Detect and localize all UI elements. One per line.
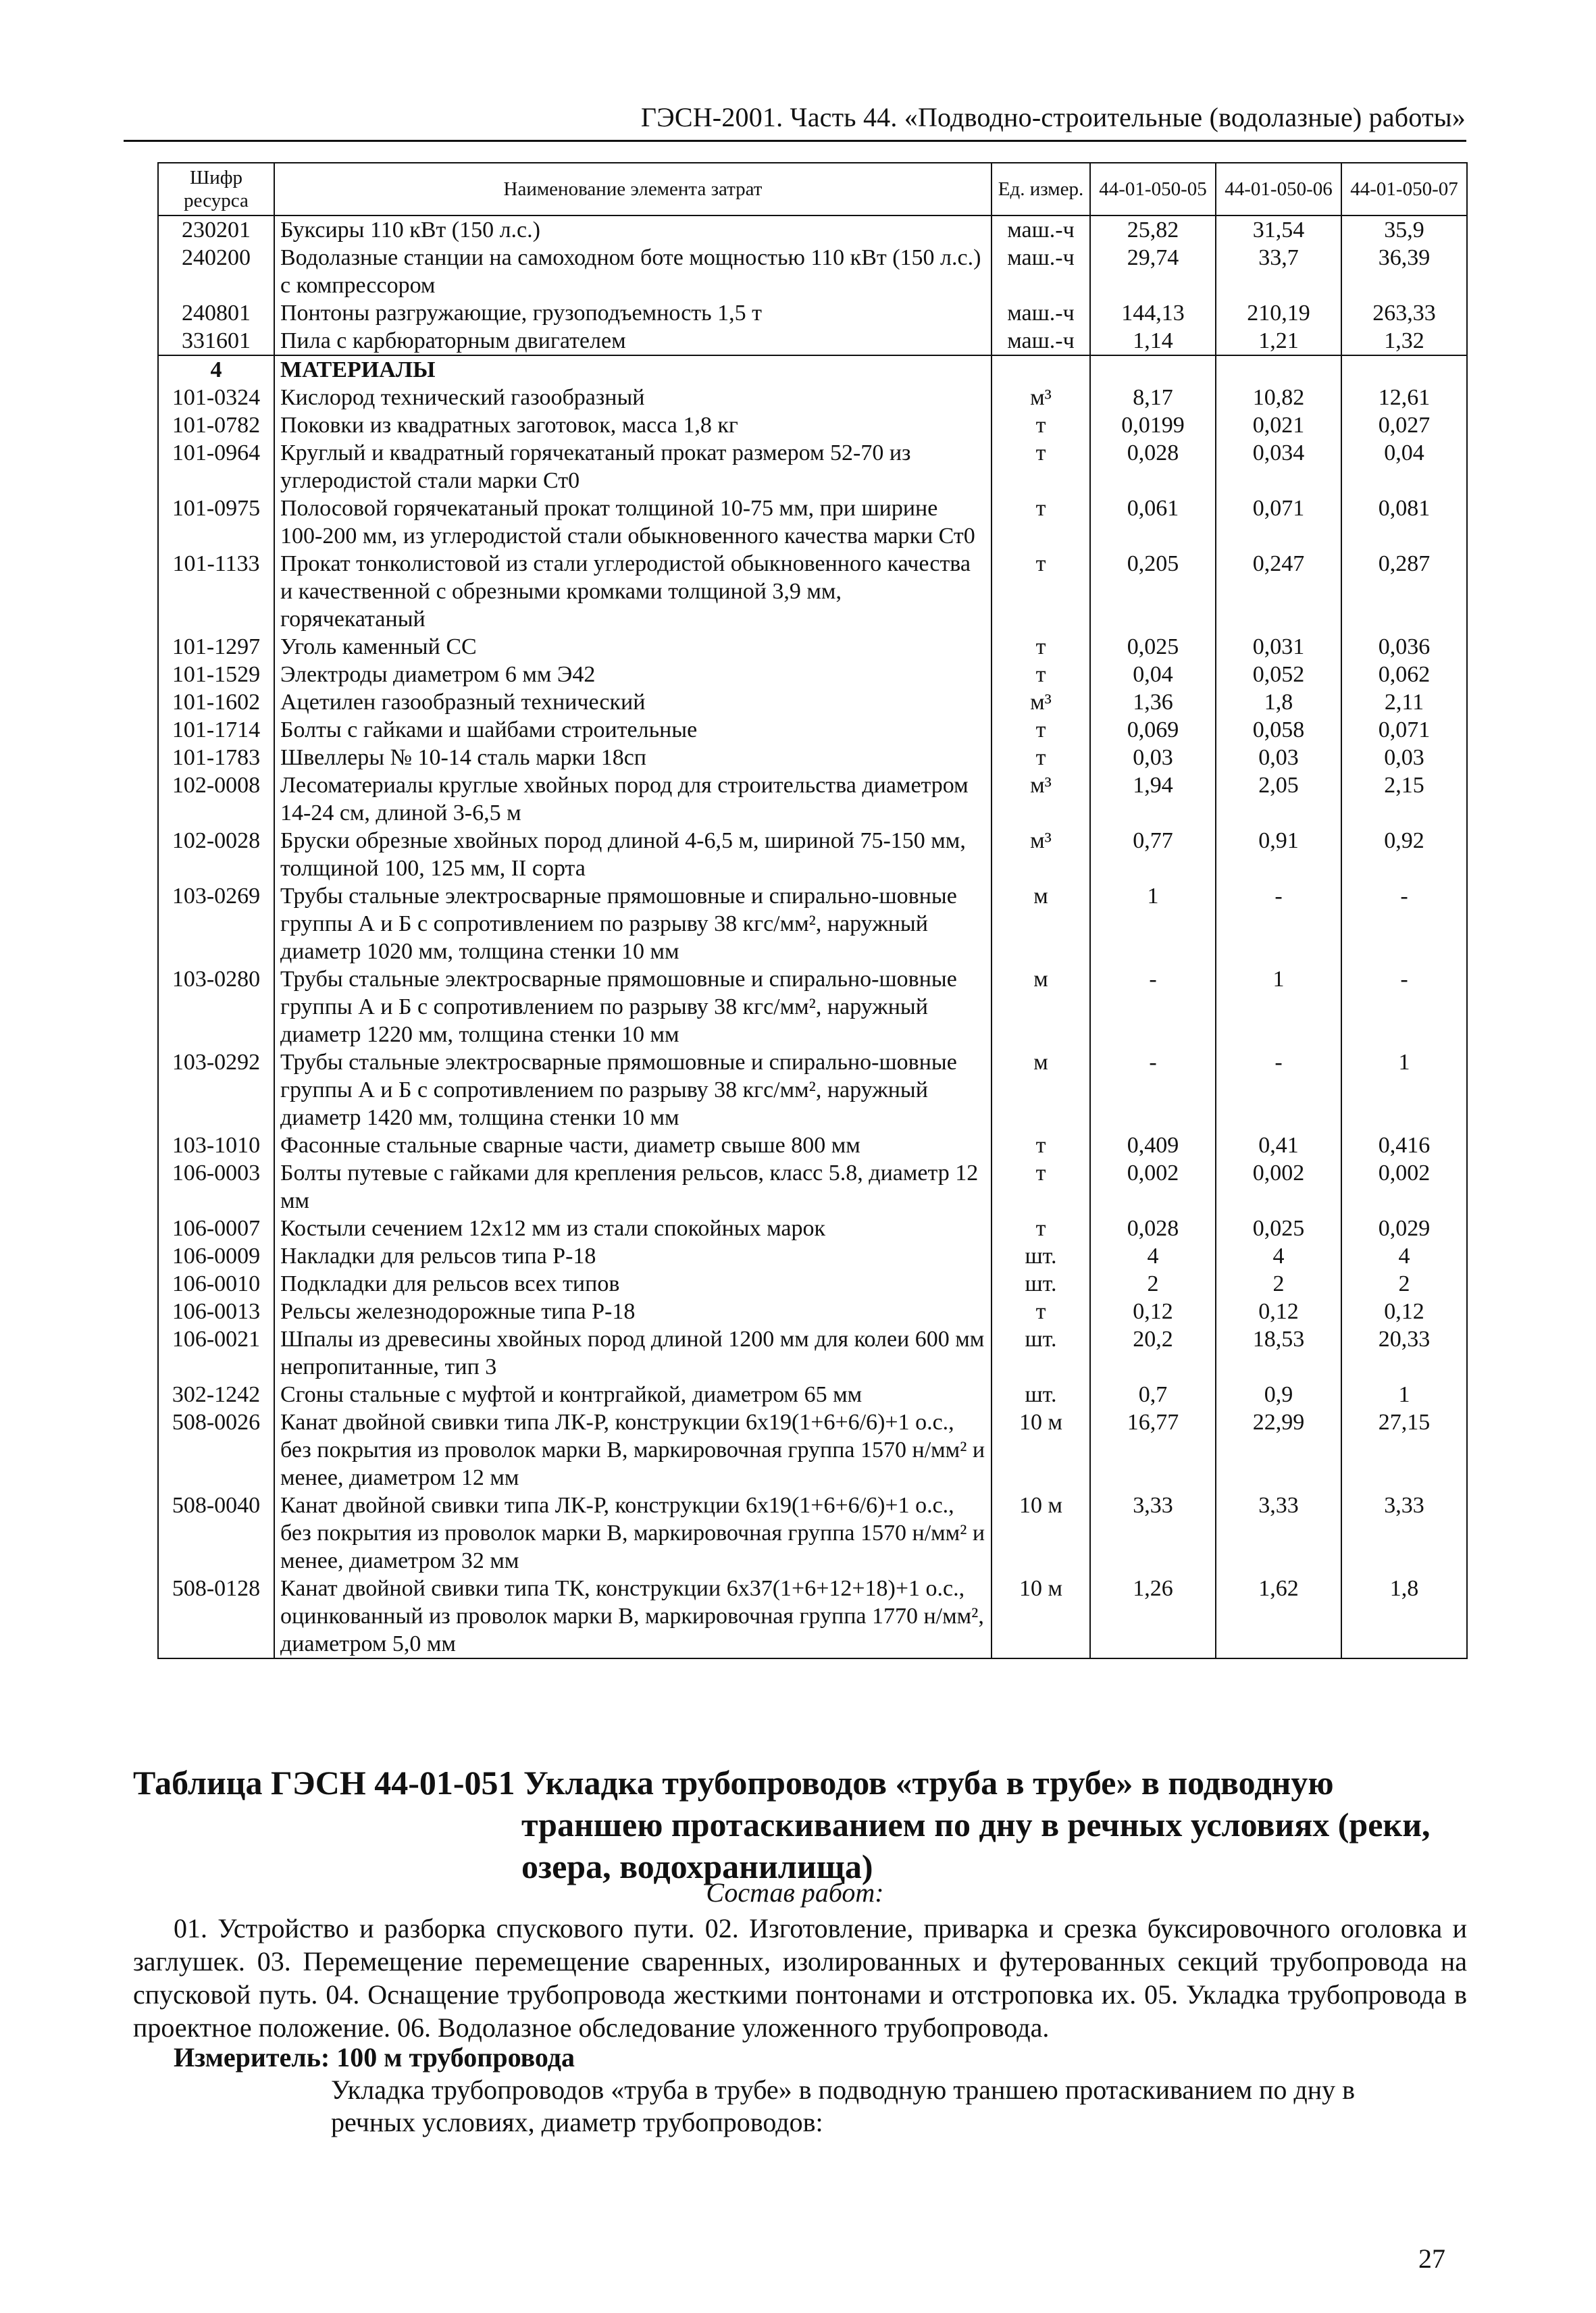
cell-v3: 2,15 bbox=[1341, 771, 1467, 827]
cell-name: Канат двойной свивки типа ЛК-Р, конструкции 6х19(1+6+6/6)+1 о.с., без покрытия из проволок марки В, маркировочная группа 1570 н/мм² и менее, диаметром 32 мм bbox=[274, 1492, 992, 1575]
cell-v2: 0,031 bbox=[1216, 633, 1341, 661]
cell-v1: 2 bbox=[1090, 1270, 1216, 1298]
cell-code: 103-1010 bbox=[158, 1132, 274, 1159]
cell-name: Уголь каменный СС bbox=[274, 633, 992, 661]
cell-v2: 0,025 bbox=[1216, 1215, 1341, 1242]
table-row bbox=[158, 494, 1467, 550]
cell-code: 508-0040 bbox=[158, 1492, 274, 1575]
cell-v3: 1 bbox=[1341, 1048, 1467, 1132]
cell-code: 101-1783 bbox=[158, 744, 274, 771]
column-header-name: Наименование элемента затрат bbox=[274, 163, 992, 215]
cell-code: 106-0010 bbox=[158, 1270, 274, 1298]
table-row bbox=[158, 1132, 1467, 1159]
cell-v1: 25,82 bbox=[1090, 215, 1216, 244]
table-row bbox=[158, 1159, 1467, 1215]
cell-name: Канат двойной свивки типа ЛК-Р, конструкции 6х19(1+6+6/6)+1 о.с., без покрытия из проволок марки В, маркировочная группа 1570 н/мм² и менее, диаметром 12 мм bbox=[274, 1408, 992, 1492]
table-row bbox=[158, 411, 1467, 439]
cell-unit: 10 м bbox=[992, 1492, 1090, 1575]
cell-v3: 0,03 bbox=[1341, 744, 1467, 771]
cell-v1: 1,36 bbox=[1090, 688, 1216, 716]
cell-name: Фасонные стальные сварные части, диаметр свыше 800 мм bbox=[274, 1132, 992, 1159]
table-row bbox=[158, 1270, 1467, 1298]
cell-v1: 0,028 bbox=[1090, 1215, 1216, 1242]
cell-v2: 4 bbox=[1216, 1242, 1341, 1270]
cell-name: Трубы стальные электросварные прямошовные и спирально-шовные группы А и Б с сопротивлением по разрыву 38 кгс/мм², наружный диаметр 1220 мм, толщина стенки 10 мм bbox=[274, 965, 992, 1048]
cell-name: Водолазные станции на самоходном боте мощностью 110 кВт (150 л.с.) с компрессором bbox=[274, 244, 992, 299]
cell-v3: 3,33 bbox=[1341, 1492, 1467, 1575]
table-description: Укладка трубопроводов «труба в трубе» в подводную траншею протаскиванием по дну в речных условиях, диаметр трубопроводов: bbox=[331, 2075, 1356, 2137]
cell-code: 508-0026 bbox=[158, 1408, 274, 1492]
cell-unit: м bbox=[992, 1048, 1090, 1132]
cell-name: Болты путевые с гайками для крепления рельсов, класс 5.8, диаметр 12 мм bbox=[274, 1159, 992, 1215]
cell-v2: 2 bbox=[1216, 1270, 1341, 1298]
cell-v3: 0,002 bbox=[1341, 1159, 1467, 1215]
cell-v1: 0,7 bbox=[1090, 1381, 1216, 1408]
cell-unit: м³ bbox=[992, 827, 1090, 882]
cell-name: Накладки для рельсов типа Р-18 bbox=[274, 1242, 992, 1270]
cell-v3: 1,32 bbox=[1341, 327, 1467, 355]
cell-v1: 0,002 bbox=[1090, 1159, 1216, 1215]
cell-name: Круглый и квадратный горячекатаный прокат размером 52-70 из углеродистой стали марки Ст0 bbox=[274, 439, 992, 494]
cell-v1: 20,2 bbox=[1090, 1325, 1216, 1381]
cell-v1: 0,061 bbox=[1090, 494, 1216, 550]
cell-name: Понтоны разгружающие, грузоподъемность 1,5 т bbox=[274, 299, 992, 327]
cell-code: 101-1297 bbox=[158, 633, 274, 661]
table-row bbox=[158, 1325, 1467, 1381]
cell-v2: 10,82 bbox=[1216, 384, 1341, 411]
cell-name: Канат двойной свивки типа ТК, конструкции 6х37(1+6+12+18)+1 о.с., оцинкованный из проволок марки В, маркировочная группа 1770 н/мм², диаметром 5,0 мм bbox=[274, 1575, 992, 1658]
table-title-line-1: Таблица ГЭСН 44-01-051 Укладка трубопроводов «труба в трубе» в подводную bbox=[133, 1764, 1334, 1802]
table-row bbox=[158, 1048, 1467, 1132]
cell-unit: т bbox=[992, 633, 1090, 661]
cell-v2: 0,247 bbox=[1216, 550, 1341, 633]
cell-v2: 22,99 bbox=[1216, 1408, 1341, 1492]
cell-v2: 210,19 bbox=[1216, 299, 1341, 327]
cell-unit: м³ bbox=[992, 384, 1090, 411]
cell-v2: 0,03 bbox=[1216, 744, 1341, 771]
cell-v2: 0,052 bbox=[1216, 661, 1341, 688]
cell-v1: 0,12 bbox=[1090, 1298, 1216, 1325]
cell-unit: т bbox=[992, 494, 1090, 550]
cell-v2: 1,8 bbox=[1216, 688, 1341, 716]
table-row bbox=[158, 215, 1467, 244]
cell-code: 240801 bbox=[158, 299, 274, 327]
cell-name: Прокат тонколистовой из стали углеродистой обыкновенного качества и качественной с обрезными кромками толщиной 3,9 мм, горячекатаный bbox=[274, 550, 992, 633]
cell-code: 101-0975 bbox=[158, 494, 274, 550]
cell-v2: - bbox=[1216, 1048, 1341, 1132]
cell-name: Шпалы из древесины хвойных пород длиной 1200 мм для колеи 600 мм непропитанные, тип 3 bbox=[274, 1325, 992, 1381]
cell-unit: м bbox=[992, 965, 1090, 1048]
cell-name: Кислород технический газообразный bbox=[274, 384, 992, 411]
cell-unit: м bbox=[992, 882, 1090, 965]
cell-v1: 1,26 bbox=[1090, 1575, 1216, 1658]
cell-v1: 0,0199 bbox=[1090, 411, 1216, 439]
cell-v1: 0,04 bbox=[1090, 661, 1216, 688]
cell-v3: 263,33 bbox=[1341, 299, 1467, 327]
table-title bbox=[133, 1762, 1467, 1887]
cell-code: 106-0013 bbox=[158, 1298, 274, 1325]
cell-name: Трубы стальные электросварные прямошовные и спирально-шовные группы А и Б с сопротивлением по разрыву 38 кгс/мм², наружный диаметр 1420 мм, толщина стенки 10 мм bbox=[274, 1048, 992, 1132]
cell-v1 bbox=[1090, 355, 1216, 384]
table-row bbox=[158, 661, 1467, 688]
cell-v3: 4 bbox=[1341, 1242, 1467, 1270]
cell-unit: т bbox=[992, 1298, 1090, 1325]
table-row bbox=[158, 771, 1467, 827]
table-row bbox=[158, 1575, 1467, 1658]
table-row bbox=[158, 716, 1467, 744]
cell-name: Электроды диаметром 6 мм Э42 bbox=[274, 661, 992, 688]
cell-v2: 0,058 bbox=[1216, 716, 1341, 744]
cell-code: 106-0003 bbox=[158, 1159, 274, 1215]
cell-v3: - bbox=[1341, 882, 1467, 965]
column-header-050-05: 44-01-050-05 bbox=[1090, 163, 1216, 215]
cell-name: Рельсы железнодорожные типа Р-18 bbox=[274, 1298, 992, 1325]
cell-v2: 33,7 bbox=[1216, 244, 1341, 299]
cell-code: 4 bbox=[158, 355, 274, 384]
cell-code: 103-0292 bbox=[158, 1048, 274, 1132]
cell-v3: 0,071 bbox=[1341, 716, 1467, 744]
cell-unit: м³ bbox=[992, 771, 1090, 827]
cell-unit: т bbox=[992, 411, 1090, 439]
cell-v2: 0,034 bbox=[1216, 439, 1341, 494]
cell-unit: т bbox=[992, 550, 1090, 633]
cell-unit: т bbox=[992, 1159, 1090, 1215]
cell-v2: 1,21 bbox=[1216, 327, 1341, 355]
table-row bbox=[158, 633, 1467, 661]
cell-v3: 36,39 bbox=[1341, 244, 1467, 299]
cell-code: 101-0964 bbox=[158, 439, 274, 494]
table-title-line-2: траншею протаскиванием по дну в речных условиях (реки, озера, водохранилища) bbox=[521, 1806, 1431, 1885]
cell-code: 101-0782 bbox=[158, 411, 274, 439]
cell-v3: 0,027 bbox=[1341, 411, 1467, 439]
cell-unit bbox=[992, 355, 1090, 384]
column-header-unit: Ед. измер. bbox=[992, 163, 1090, 215]
table-row bbox=[158, 1381, 1467, 1408]
cell-code: 101-0324 bbox=[158, 384, 274, 411]
cell-v3: 2,11 bbox=[1341, 688, 1467, 716]
cell-v3: 35,9 bbox=[1341, 215, 1467, 244]
table-row bbox=[158, 827, 1467, 882]
cell-v1: 1 bbox=[1090, 882, 1216, 965]
cell-v3: 12,61 bbox=[1341, 384, 1467, 411]
cell-name: Лесоматериалы круглые хвойных пород для строительства диаметром 14-24 см, длиной 3-6,5 м bbox=[274, 771, 992, 827]
table-row bbox=[158, 1242, 1467, 1270]
cell-v3: 1 bbox=[1341, 1381, 1467, 1408]
cell-unit: 10 м bbox=[992, 1575, 1090, 1658]
cell-code: 103-0269 bbox=[158, 882, 274, 965]
composition-heading: Состав работ: bbox=[706, 1877, 884, 1908]
cell-v3: 0,029 bbox=[1341, 1215, 1467, 1242]
cell-code: 331601 bbox=[158, 327, 274, 355]
cell-code: 508-0128 bbox=[158, 1575, 274, 1658]
cell-v3: 0,081 bbox=[1341, 494, 1467, 550]
cell-code: 103-0280 bbox=[158, 965, 274, 1048]
cell-v1: 16,77 bbox=[1090, 1408, 1216, 1492]
cell-unit: т bbox=[992, 716, 1090, 744]
measure-unit: Измеритель: 100 м трубопровода bbox=[174, 2042, 575, 2073]
cell-v1: 0,409 bbox=[1090, 1132, 1216, 1159]
cell-name: Швеллеры № 10-14 сталь марки 18сп bbox=[274, 744, 992, 771]
table-row bbox=[158, 882, 1467, 965]
cell-v3: 27,15 bbox=[1341, 1408, 1467, 1492]
table-row bbox=[158, 550, 1467, 633]
cell-v2: 0,071 bbox=[1216, 494, 1341, 550]
running-header: ГЭСН-2001. Часть 44. «Подводно-строительные (водолазные) работы» bbox=[640, 102, 1466, 132]
cell-code: 106-0009 bbox=[158, 1242, 274, 1270]
table-row bbox=[158, 244, 1467, 299]
cell-unit: маш.-ч bbox=[992, 244, 1090, 299]
cell-name: Поковки из квадратных заготовок, масса 1,8 кг bbox=[274, 411, 992, 439]
cell-name: Болты с гайками и шайбами строительные bbox=[274, 716, 992, 744]
table-row bbox=[158, 1492, 1467, 1575]
cell-v1: 3,33 bbox=[1090, 1492, 1216, 1575]
table-row bbox=[158, 439, 1467, 494]
cell-unit: т bbox=[992, 661, 1090, 688]
cell-v3: 1,8 bbox=[1341, 1575, 1467, 1658]
cell-v2: 1 bbox=[1216, 965, 1341, 1048]
cell-v1: 0,77 bbox=[1090, 827, 1216, 882]
cell-v1: 29,74 bbox=[1090, 244, 1216, 299]
cell-v1: 1,14 bbox=[1090, 327, 1216, 355]
cell-name: Сгоны стальные с муфтой и контргайкой, диаметром 65 мм bbox=[274, 1381, 992, 1408]
column-header-050-06: 44-01-050-06 bbox=[1216, 163, 1341, 215]
cell-v1: 8,17 bbox=[1090, 384, 1216, 411]
cell-unit: маш.-ч bbox=[992, 215, 1090, 244]
cell-code: 230201 bbox=[158, 215, 274, 244]
table-body bbox=[158, 215, 1467, 1658]
cell-v3 bbox=[1341, 355, 1467, 384]
table-row bbox=[158, 965, 1467, 1048]
cell-unit: шт. bbox=[992, 1270, 1090, 1298]
cell-name: Костыли сечением 12х12 мм из стали спокойных марок bbox=[274, 1215, 992, 1242]
cell-unit: шт. bbox=[992, 1242, 1090, 1270]
page-number: 27 bbox=[1418, 2243, 1445, 2274]
cell-code: 101-1602 bbox=[158, 688, 274, 716]
cell-unit: маш.-ч bbox=[992, 327, 1090, 355]
cell-unit: т bbox=[992, 744, 1090, 771]
cell-code: 106-0007 bbox=[158, 1215, 274, 1242]
cell-v1: 0,028 bbox=[1090, 439, 1216, 494]
cell-v1: 144,13 bbox=[1090, 299, 1216, 327]
column-header-code: Шифр ресурса bbox=[158, 163, 274, 215]
cell-code: 240200 bbox=[158, 244, 274, 299]
cell-v2: - bbox=[1216, 882, 1341, 965]
cell-v2: 0,41 bbox=[1216, 1132, 1341, 1159]
cell-code: 101-1529 bbox=[158, 661, 274, 688]
cell-v1: - bbox=[1090, 965, 1216, 1048]
cell-name: Ацетилен газообразный технический bbox=[274, 688, 992, 716]
cell-v2: 1,62 bbox=[1216, 1575, 1341, 1658]
cell-v3: - bbox=[1341, 965, 1467, 1048]
cell-v1: 0,025 bbox=[1090, 633, 1216, 661]
cell-v2: 0,021 bbox=[1216, 411, 1341, 439]
cell-v1: - bbox=[1090, 1048, 1216, 1132]
header-divider bbox=[124, 140, 1466, 142]
cell-code: 102-0028 bbox=[158, 827, 274, 882]
cell-v3: 0,036 bbox=[1341, 633, 1467, 661]
cell-v2: 3,33 bbox=[1216, 1492, 1341, 1575]
cell-v3: 0,287 bbox=[1341, 550, 1467, 633]
cell-unit: 10 м bbox=[992, 1408, 1090, 1492]
cell-unit: т bbox=[992, 439, 1090, 494]
table-row bbox=[158, 1298, 1467, 1325]
cell-name: Пила с карбюраторным двигателем bbox=[274, 327, 992, 355]
resource-table bbox=[157, 162, 1468, 1659]
cell-v3: 0,92 bbox=[1341, 827, 1467, 882]
table-row bbox=[158, 1215, 1467, 1242]
cell-v1: 0,205 bbox=[1090, 550, 1216, 633]
cell-v3: 0,416 bbox=[1341, 1132, 1467, 1159]
cell-v3: 2 bbox=[1341, 1270, 1467, 1298]
cell-v2: 18,53 bbox=[1216, 1325, 1341, 1381]
cell-v3: 0,062 bbox=[1341, 661, 1467, 688]
cell-unit: м³ bbox=[992, 688, 1090, 716]
table-row bbox=[158, 384, 1467, 411]
cell-unit: т bbox=[992, 1215, 1090, 1242]
cell-code: 302-1242 bbox=[158, 1381, 274, 1408]
table-row bbox=[158, 299, 1467, 327]
cell-v3: 20,33 bbox=[1341, 1325, 1467, 1381]
cell-v3: 0,12 bbox=[1341, 1298, 1467, 1325]
cell-code: 101-1133 bbox=[158, 550, 274, 633]
cell-unit: шт. bbox=[992, 1381, 1090, 1408]
cell-v1: 0,03 bbox=[1090, 744, 1216, 771]
cell-code: 101-1714 bbox=[158, 716, 274, 744]
cell-v2: 0,9 bbox=[1216, 1381, 1341, 1408]
cell-code: 106-0021 bbox=[158, 1325, 274, 1381]
cell-name: Подкладки для рельсов всех типов bbox=[274, 1270, 992, 1298]
cell-unit: маш.-ч bbox=[992, 299, 1090, 327]
table-row bbox=[158, 327, 1467, 355]
cell-unit: т bbox=[992, 1132, 1090, 1159]
composition-text: 01. Устройство и разборка спускового пути. 02. Изготовление, приварка и срезка буксировочного оголовка и заглушек. 03. Перемещение перемещение сваренных, изолированных и футерованных секций трубопровода на спусковой путь. 04. Оснащение трубопровода жесткими понтонами и отстроповка их. 05. Укладка трубопровода в проектное положение. 06. Водолазное обследование уложенного трубопровода. bbox=[133, 1913, 1467, 2043]
cell-v3: 0,04 bbox=[1341, 439, 1467, 494]
cell-v2: 2,05 bbox=[1216, 771, 1341, 827]
section-row-materials bbox=[158, 355, 1467, 384]
cell-v1: 1,94 bbox=[1090, 771, 1216, 827]
table-row bbox=[158, 688, 1467, 716]
cell-name: Полосовой горячекатаный прокат толщиной 10-75 мм, при ширине 100-200 мм, из углеродистой стали обыкновенного качества марки Ст0 bbox=[274, 494, 992, 550]
cell-v2: 31,54 bbox=[1216, 215, 1341, 244]
column-header-050-07: 44-01-050-07 bbox=[1341, 163, 1467, 215]
table-header-row bbox=[158, 163, 1467, 215]
cell-v2: 0,002 bbox=[1216, 1159, 1341, 1215]
cell-code: 102-0008 bbox=[158, 771, 274, 827]
cell-v2: 0,91 bbox=[1216, 827, 1341, 882]
cell-name: Бруски обрезные хвойных пород длиной 4-6,5 м, шириной 75-150 мм, толщиной 100, 125 мм, II сорта bbox=[274, 827, 992, 882]
cell-name: МАТЕРИАЛЫ bbox=[274, 355, 992, 384]
table-row bbox=[158, 1408, 1467, 1492]
cell-name: Буксиры 110 кВт (150 л.с.) bbox=[274, 215, 992, 244]
cell-unit: шт. bbox=[992, 1325, 1090, 1381]
cell-v1: 0,069 bbox=[1090, 716, 1216, 744]
cell-v2 bbox=[1216, 355, 1341, 384]
cell-name: Трубы стальные электросварные прямошовные и спирально-шовные группы А и Б с сопротивлением по разрыву 38 кгс/мм², наружный диаметр 1020 мм, толщина стенки 10 мм bbox=[274, 882, 992, 965]
table-row bbox=[158, 744, 1467, 771]
cell-v2: 0,12 bbox=[1216, 1298, 1341, 1325]
cell-v1: 4 bbox=[1090, 1242, 1216, 1270]
